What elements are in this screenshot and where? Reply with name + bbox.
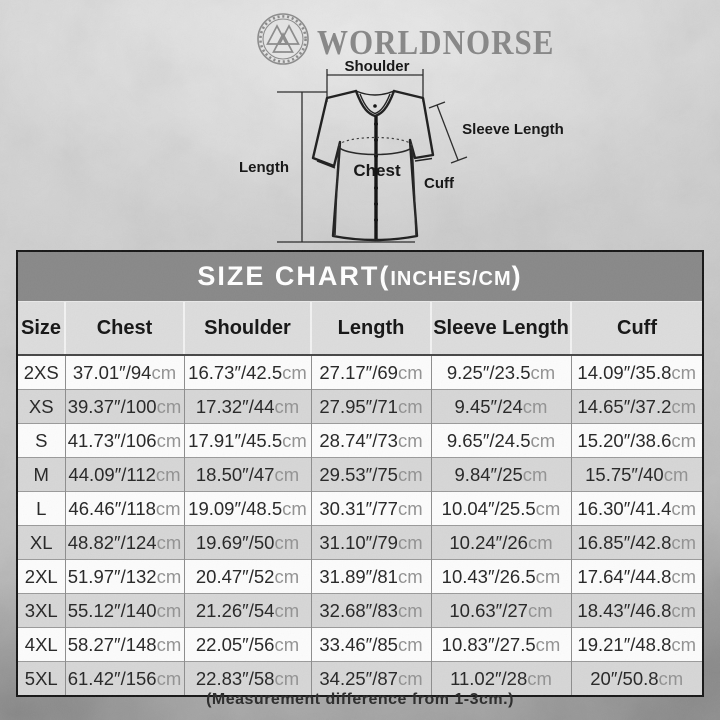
measurement-value: 9.25″/23.5 [446, 361, 531, 383]
column-header-length: Length [311, 302, 431, 355]
measurement-unit: cm [535, 565, 561, 587]
measurement-unit: cm [671, 633, 697, 655]
measurement-unit: cm [274, 667, 300, 689]
measurement-cell [65, 390, 184, 424]
measurement-value: 31.10″/79 [319, 531, 398, 553]
size-chart-title [18, 252, 702, 302]
measurement-unit: cm [530, 429, 556, 451]
size-chart-panel [16, 250, 704, 697]
measurement-value: 30.31″/77 [319, 497, 398, 519]
measurement-unit: cm [397, 429, 423, 451]
size-row-xs [18, 390, 702, 424]
measurement-unit: cm [156, 599, 182, 621]
measurement-unit: cm [671, 395, 697, 417]
measurement-cell [571, 526, 702, 560]
measurement-cell [65, 492, 184, 526]
measurement-cell [431, 492, 571, 526]
measurement-cell [571, 594, 702, 628]
label-sleeve-length: Sleeve Length [462, 121, 564, 138]
measurement-value: 48.82″/124 [67, 531, 157, 553]
measurement-cell [431, 594, 571, 628]
measurement-cell [184, 424, 311, 458]
measurement-cell [311, 628, 431, 662]
shirt-measurement-diagram [225, 58, 585, 258]
measurement-unit: cm [397, 531, 423, 553]
measurement-cell [431, 355, 571, 390]
measurement-value: 41.73″/106 [67, 429, 157, 451]
measurement-unit: cm [530, 361, 556, 383]
measurement-unit: cm [274, 599, 300, 621]
title-close: ) [511, 261, 523, 291]
measurement-value: 10.04″/25.5 [441, 497, 536, 519]
measurement-value: 19.09″/48.5 [188, 497, 283, 519]
size-cell: 2XL [18, 560, 65, 594]
measurement-unit: cm [274, 565, 300, 587]
label-chest: Chest [353, 161, 401, 180]
measurement-unit: cm [156, 531, 182, 553]
size-cell: 5XL [18, 662, 65, 696]
measurement-value: 20″/50.8 [590, 667, 659, 689]
measurement-cell [65, 458, 184, 492]
measurement-value: 11.02″/28 [450, 667, 528, 689]
size-row-5xl [18, 662, 702, 696]
measurement-value: 33.46″/85 [319, 633, 398, 655]
measurement-unit: cm [527, 531, 553, 553]
measurement-cell [571, 355, 702, 390]
measurement-unit: cm [671, 361, 697, 383]
measurement-unit: cm [282, 497, 307, 519]
measurement-unit: cm [663, 463, 689, 485]
measurement-value: 15.75″/40 [585, 463, 664, 485]
measurement-cell [311, 355, 431, 390]
measurement-unit: cm [527, 667, 552, 689]
measurement-unit: cm [274, 633, 300, 655]
column-header-chest: Chest [65, 302, 184, 355]
measurement-unit: cm [282, 361, 307, 383]
measurement-value: 9.65″/24.5 [446, 429, 531, 451]
measurement-cell [431, 424, 571, 458]
measurement-unit: cm [527, 599, 553, 621]
size-cell: XL [18, 526, 65, 560]
measurement-value: 21.26″/54 [195, 599, 275, 621]
measurement-cell [311, 424, 431, 458]
measurement-unit: cm [397, 565, 423, 587]
measurement-cell [431, 458, 571, 492]
measurement-value: 16.85″/42.8 [577, 531, 672, 553]
measurement-value: 10.43″/26.5 [441, 565, 536, 587]
measurement-unit: cm [671, 497, 697, 519]
measurement-unit: cm [535, 497, 561, 519]
measurement-cell [431, 526, 571, 560]
size-row-2xs [18, 355, 702, 390]
size-row-m [18, 458, 702, 492]
measurement-unit: cm [671, 531, 697, 553]
measurement-value: 32.68″/83 [319, 599, 398, 621]
measurement-unit: cm [156, 633, 182, 655]
measurement-cell [311, 662, 431, 696]
brand-name: WORLDNORSE [317, 22, 555, 62]
measurement-unit: cm [671, 599, 697, 621]
measurement-value: 19.21″/48.8 [577, 633, 672, 655]
measurement-cell [431, 662, 571, 696]
measurement-cell [65, 526, 184, 560]
measurement-cell [571, 458, 702, 492]
measurement-unit: cm [522, 463, 548, 485]
measurement-value: 51.97″/132 [67, 565, 157, 587]
measurement-cell [65, 355, 184, 390]
size-row-2xl [18, 560, 702, 594]
measurement-value: 22.83″/58 [195, 667, 275, 689]
measurement-unit: cm [155, 497, 181, 519]
measurement-unit: cm [397, 667, 423, 689]
measurement-value: 29.53″/75 [319, 463, 398, 485]
measurement-footnote: (Measurement difference from 1-3cm.) [206, 691, 514, 708]
measurement-cell [571, 424, 702, 458]
measurement-unit: cm [397, 497, 423, 519]
measurement-unit: cm [671, 429, 697, 451]
measurement-unit: cm [282, 429, 307, 451]
column-header-sleeve-length: Sleeve Length [431, 302, 571, 355]
measurement-value: 61.42″/156 [67, 667, 157, 689]
label-shoulder: Shoulder [344, 58, 410, 75]
measurement-unit: cm [397, 633, 423, 655]
measurement-unit: cm [397, 361, 423, 383]
measurement-cell [311, 526, 431, 560]
measurement-value: 34.25″/87 [319, 667, 398, 689]
measurement-value: 20.47″/52 [195, 565, 275, 587]
size-row-3xl [18, 594, 702, 628]
measurement-cell [184, 628, 311, 662]
measurement-unit: cm [274, 395, 300, 417]
measurement-value: 10.83″/27.5 [441, 633, 536, 655]
measurement-unit: cm [397, 395, 423, 417]
measurement-value: 18.50″/47 [195, 463, 275, 485]
size-row-s [18, 424, 702, 458]
measurement-unit: cm [535, 633, 561, 655]
measurement-cell [311, 560, 431, 594]
label-length: Length [239, 159, 289, 176]
measurement-unit: cm [156, 565, 182, 587]
measurement-cell [65, 628, 184, 662]
measurement-unit: cm [156, 395, 182, 417]
measurement-cell [65, 594, 184, 628]
measurement-cell [65, 662, 184, 696]
size-cell: XS [18, 390, 65, 424]
measurement-cell [184, 492, 311, 526]
title-main: SIZE CHART( [197, 261, 391, 291]
size-cell: L [18, 492, 65, 526]
column-header-shoulder: Shoulder [184, 302, 311, 355]
size-cell: 3XL [18, 594, 65, 628]
measurement-cell [65, 560, 184, 594]
measurement-cell [311, 492, 431, 526]
measurement-value: 22.05″/56 [195, 633, 275, 655]
size-row-xl [18, 526, 702, 560]
measurement-value: 27.95″/71 [319, 395, 398, 417]
measurement-cell [184, 390, 311, 424]
measurement-value: 16.73″/42.5 [188, 361, 283, 383]
size-row-l [18, 492, 702, 526]
measurement-cell [571, 390, 702, 424]
measurement-value: 17.64″/44.8 [577, 565, 672, 587]
measurement-cell [431, 390, 571, 424]
header-row [18, 302, 702, 355]
measurement-value: 19.69″/50 [195, 531, 275, 553]
measurement-cell [184, 560, 311, 594]
measurement-cell [571, 662, 702, 696]
title-units: INCHES/CM [390, 268, 512, 290]
column-header-size: Size [18, 302, 65, 355]
measurement-value: 28.74″/73 [319, 429, 398, 451]
measurement-value: 17.32″/44 [195, 395, 275, 417]
size-cell: S [18, 424, 65, 458]
measurement-value: 46.46″/118 [68, 497, 156, 519]
measurement-cell [571, 560, 702, 594]
measurement-value: 9.84″/25 [454, 463, 523, 485]
measurement-cell [571, 628, 702, 662]
measurement-cell [311, 594, 431, 628]
size-cell: 4XL [18, 628, 65, 662]
measurement-value: 10.24″/26 [449, 531, 528, 553]
column-header-cuff: Cuff [571, 302, 702, 355]
measurement-unit: cm [522, 395, 548, 417]
measurement-value: 44.09″/112 [68, 463, 156, 485]
measurement-unit: cm [397, 463, 423, 485]
size-cell: M [18, 458, 65, 492]
measurement-value: 27.17″/69 [319, 361, 398, 383]
measurement-value: 14.65″/37.2 [577, 395, 672, 417]
measurement-cell [65, 424, 184, 458]
measurement-value: 58.27″/148 [67, 633, 157, 655]
measurement-unit: cm [671, 565, 697, 587]
measurement-value: 16.30″/41.4 [577, 497, 672, 519]
size-chart-table [18, 302, 702, 695]
measurement-unit: cm [155, 463, 181, 485]
measurement-unit: cm [151, 361, 177, 383]
measurement-value: 18.43″/46.8 [577, 599, 672, 621]
size-row-4xl [18, 628, 702, 662]
measurement-unit: cm [274, 463, 300, 485]
measurement-value: 14.09″/35.8 [577, 361, 672, 383]
measurement-unit: cm [156, 429, 182, 451]
measurement-cell [184, 594, 311, 628]
measurement-cell [184, 355, 311, 390]
label-cuff: Cuff [424, 175, 454, 192]
measurement-value: 31.89″/81 [319, 565, 398, 587]
measurement-cell [184, 662, 311, 696]
measurement-value: 10.63″/27 [449, 599, 528, 621]
measurement-cell [431, 628, 571, 662]
measurement-value: 9.45″/24 [454, 395, 523, 417]
measurement-unit: cm [658, 667, 684, 689]
measurement-value: 15.20″/38.6 [577, 429, 672, 451]
measurement-value: 17.91″/45.5 [188, 429, 283, 451]
measurement-cell [311, 390, 431, 424]
measurement-cell [311, 458, 431, 492]
measurement-cell [431, 560, 571, 594]
measurement-cell [184, 458, 311, 492]
size-cell: 2XS [18, 355, 65, 390]
measurement-unit: cm [397, 599, 423, 621]
measurement-cell [184, 526, 311, 560]
measurement-value: 55.12″/140 [67, 599, 157, 621]
measurement-value: 37.01″/94 [72, 361, 152, 383]
measurement-cell [571, 492, 702, 526]
measurement-unit: cm [274, 531, 300, 553]
measurement-value: 39.37″/100 [67, 395, 157, 417]
measurement-unit: cm [156, 667, 182, 689]
